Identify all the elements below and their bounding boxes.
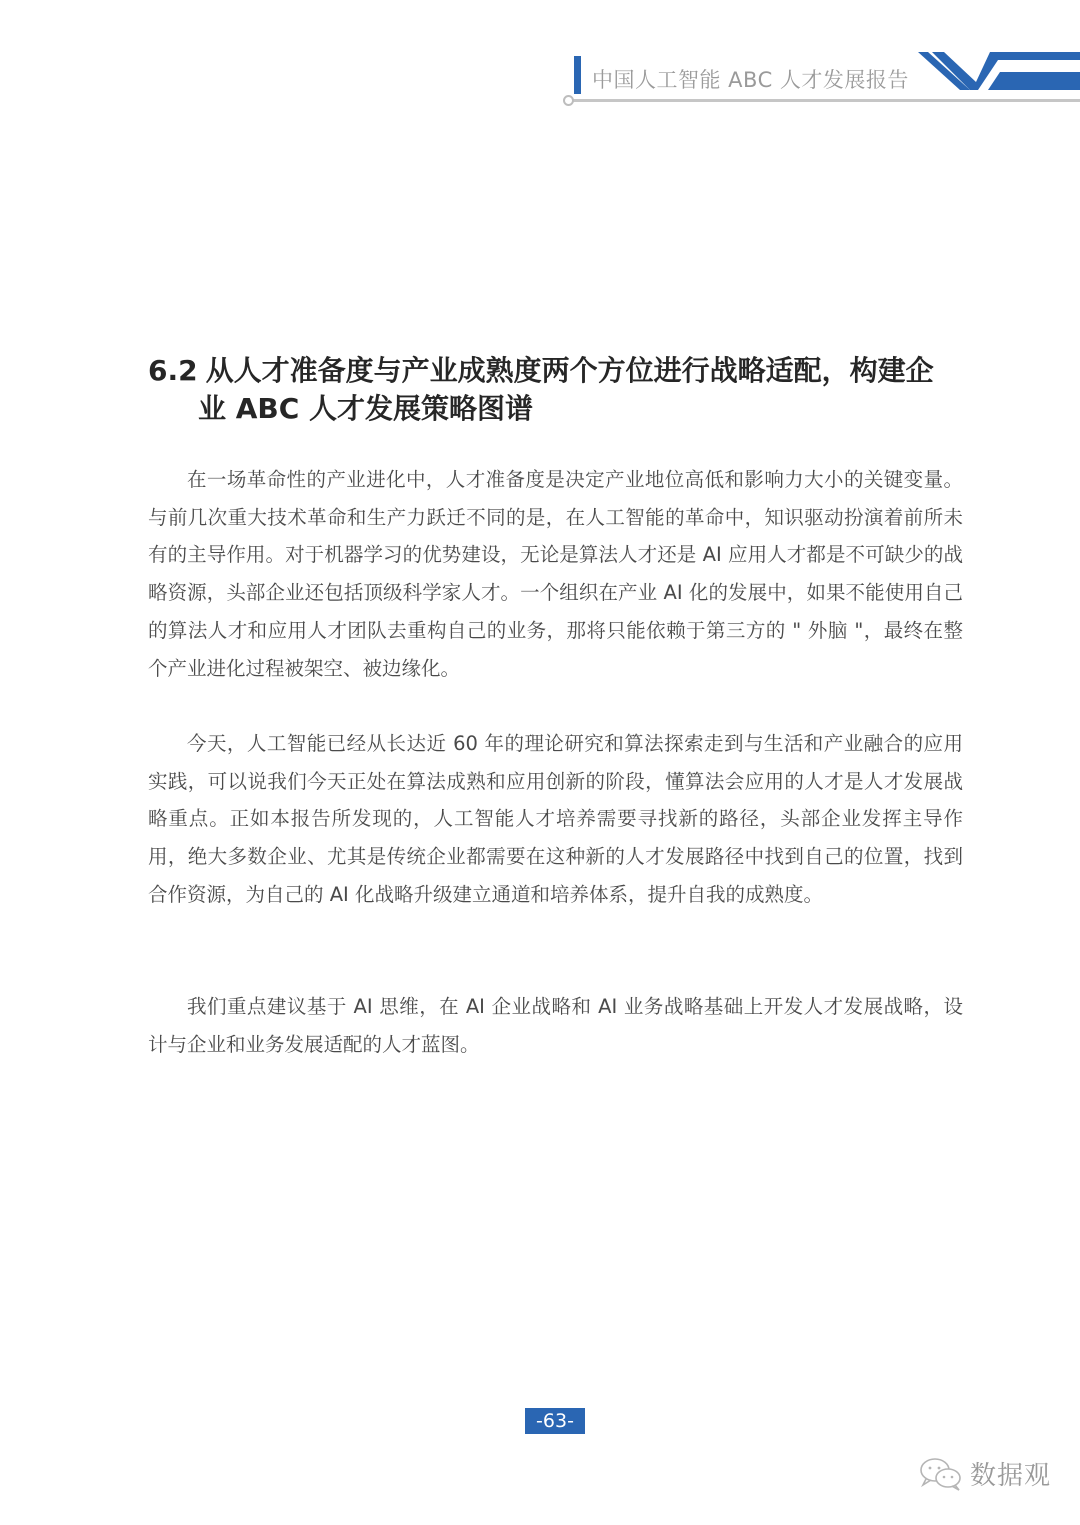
header-stripe-decoration-icon [900, 50, 1080, 96]
header-accent-bar [574, 56, 581, 94]
report-title: 中国人工智能 ABC 人才发展报告 [592, 68, 909, 92]
section-number: 6.2 [148, 354, 198, 387]
page-header [0, 0, 1080, 120]
header-divider [572, 99, 1080, 102]
watermark-text: 数据观 [970, 1461, 1052, 1491]
section-title-line1: 从人才准备度与产业成熟度两个方位进行战略适配，构建企 [205, 354, 934, 387]
section-heading [148, 352, 978, 428]
page-number: -63- [525, 1408, 585, 1434]
body-paragraph: 在一场革命性的产业进化中，人才准备度是决定产业地位高低和影响力大小的关键变量。与前几次重大技术革命和生产力跃迁不同的是，在人工智能的革命中，知识驱动扮演着前所未有的主导作用。对于机器学习的优势建设，无论是算法人才还是 AI 应用人才都是不可缺少的战略资源，头部企业还包括顶级科学家人才。一个组织在产业 AI 化的发展中，如果不能使用自己的算法人才和应用人才团队去重构自己的业务，那将只能依赖于第三方的 " 外脑 "，最终在整个产业进化过程被架空、被边缘化。 [148, 468, 963, 680]
wechat-icon [918, 1456, 964, 1492]
body-paragraph: 今天，人工智能已经从长达近 60 年的理论研究和算法探索走到与生活和产业融合的应用实践，可以说我们今天正处在算法成熟和应用创新的阶段，懂算法会应用的人才是人才发展战略重点。正如本报告所发现的，人工智能人才培养需要寻找新的路径，头部企业发挥主导作用，绝大多数企业、尤其是传统企业都需要在这种新的人才发展路径中找到自己的位置，找到合作资源，为自己的 AI 化战略升级建立通道和培养体系，提升自我的成熟度。 [148, 732, 963, 906]
watermark [918, 1455, 1051, 1492]
body-paragraph: 我们重点建议基于 AI 思维，在 AI 企业战略和 AI 业务战略基础上开发人才发展战略，设计与企业和业务发展适配的人才蓝图。 [148, 995, 963, 1056]
section-title-line2: 业 ABC 人才发展策略图谱 [198, 392, 534, 425]
header-divider-dot [563, 95, 574, 106]
